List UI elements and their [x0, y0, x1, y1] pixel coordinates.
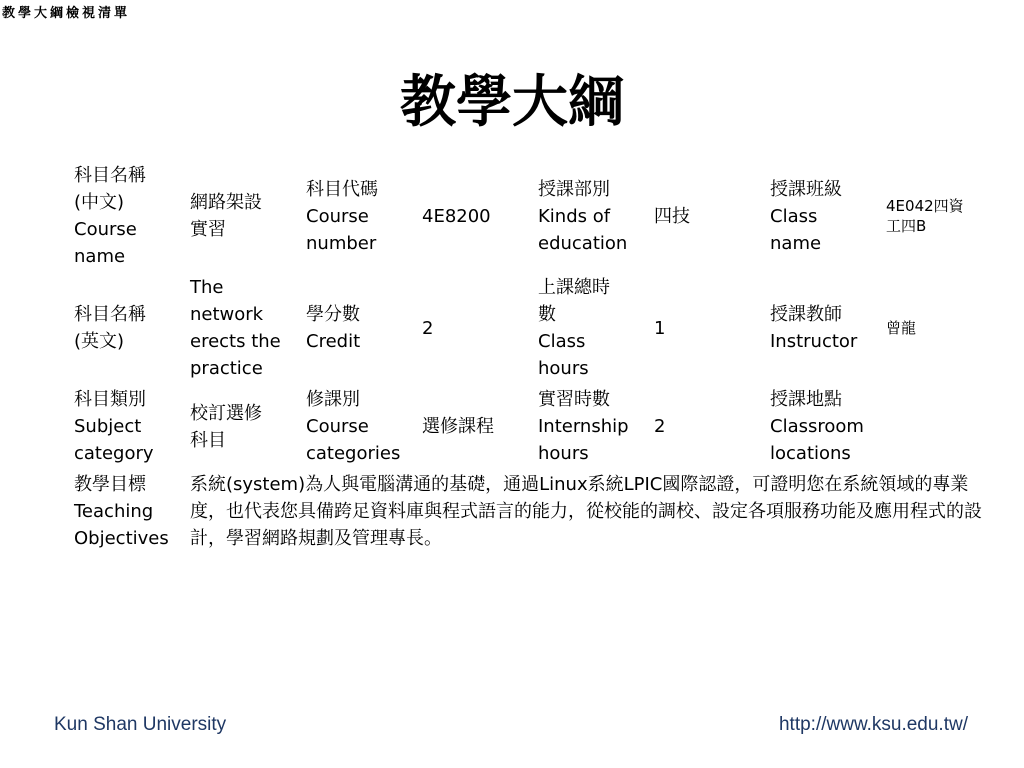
cell-line: Internship — [538, 416, 629, 437]
table-cell — [70, 160, 186, 272]
table-cell — [70, 469, 186, 554]
cell-line: Kinds of — [538, 205, 611, 227]
table-cell — [186, 384, 302, 469]
cell-line: 工四B — [886, 217, 927, 235]
table-row — [70, 469, 992, 554]
cell-line: hours — [538, 443, 589, 464]
cell-line: The — [190, 277, 224, 298]
table-cell — [186, 272, 302, 384]
cell-line: (英文) — [74, 331, 125, 352]
cell-line: 實習 — [190, 219, 226, 240]
cell-line: 科目類別 — [74, 389, 146, 410]
cell-line: Course — [306, 416, 369, 437]
cell-line: Course — [74, 219, 137, 240]
cell-line: 教學目標 — [74, 474, 146, 495]
table-cell — [302, 272, 418, 384]
cell-line: Course — [306, 205, 369, 227]
header-label: 教學大綱檢視清單 — [2, 6, 131, 21]
cell-line: name — [770, 232, 822, 254]
table-cell — [302, 160, 418, 272]
cell-line: 科目名稱 — [74, 165, 146, 186]
cell-line: 選修課程 — [422, 416, 494, 437]
cell-line: 授課教師 — [770, 304, 842, 325]
cell-line: 數 — [538, 304, 556, 325]
table-cell — [650, 384, 766, 469]
cell-line: 1 — [654, 317, 666, 339]
table-cell — [534, 160, 650, 272]
table-cell — [882, 160, 992, 272]
table-cell — [766, 384, 882, 469]
table-cell — [534, 272, 650, 384]
cell-line: 科目 — [190, 429, 226, 451]
cell-line: practice — [190, 358, 263, 379]
table-cell — [534, 384, 650, 469]
table-cell — [650, 272, 766, 384]
cell-line: categories — [306, 443, 401, 464]
cell-line: 2 — [654, 416, 666, 437]
table-cell — [650, 160, 766, 272]
cell-line: 曾龍 — [886, 319, 917, 337]
cell-line: 實習時數 — [538, 389, 610, 410]
cell-line: 科目名稱 — [74, 304, 146, 325]
cell-line: 授課班級 — [770, 178, 842, 200]
cell-line: 授課地點 — [770, 389, 842, 410]
cell-line: erects the — [190, 331, 281, 352]
cell-line: hours — [538, 358, 589, 379]
cell-line: 上課總時 — [538, 277, 610, 298]
cell-line: 學分數 — [306, 304, 360, 325]
cell-line: 2 — [422, 317, 434, 339]
cell-line: Credit — [306, 331, 361, 352]
cell-line: number — [306, 232, 377, 254]
cell-line: network — [190, 304, 264, 325]
cell-line: category — [74, 443, 154, 464]
cell-line: 網路架設 — [190, 192, 262, 213]
cell-line: Class — [538, 331, 586, 352]
table-cell — [70, 384, 186, 469]
cell-line: Classroom — [770, 416, 864, 437]
cell-line: 授課部別 — [538, 178, 610, 200]
footer-url[interactable]: http://www.ksu.edu.tw/ — [778, 714, 968, 735]
table-row — [70, 160, 992, 272]
table-cell — [70, 272, 186, 384]
table-cell — [882, 272, 992, 384]
cell-line: name — [74, 246, 126, 267]
cell-line: 4E042四資 — [886, 197, 964, 215]
table-cell — [186, 160, 302, 272]
cell-line: Objectives — [74, 528, 169, 549]
cell-line: Class — [770, 205, 818, 227]
cell-line: locations — [770, 443, 851, 464]
cell-line: 校訂選修 — [190, 402, 262, 424]
table-cell — [882, 384, 992, 469]
table-cell — [418, 272, 534, 384]
table-row — [70, 384, 992, 469]
table-cell — [766, 272, 882, 384]
table-row — [70, 272, 992, 384]
cell-line: Subject — [74, 416, 142, 437]
table-cell — [418, 384, 534, 469]
cell-line: 修課別 — [306, 389, 360, 410]
table-cell — [302, 384, 418, 469]
table-cell — [418, 160, 534, 272]
table-cell — [766, 160, 882, 272]
cell-line: Instructor — [770, 331, 858, 352]
cell-line: 科目代碼 — [306, 178, 378, 200]
page-title: 教學大綱 — [400, 69, 624, 135]
cell-line: 四技 — [654, 205, 690, 227]
cell-line: 4E8200 — [422, 205, 491, 227]
cell-line: (中文) — [74, 192, 125, 213]
teaching-objectives-text: 系統(system)為人與電腦溝通的基礎，通過Linux系統LPIC國際認證，可證明您在系統領域的專業度，也代表您具備跨足資料庫與程式語言的能力，從校能的調校、設定各項服務功能及應用程式的設計，學習網路規劃及管理專長。 — [190, 474, 982, 549]
footer-university: Kun Shan University — [54, 714, 227, 735]
cell-line: education — [538, 232, 628, 254]
cell-line: Teaching — [74, 501, 154, 522]
syllabus-table — [70, 160, 992, 554]
